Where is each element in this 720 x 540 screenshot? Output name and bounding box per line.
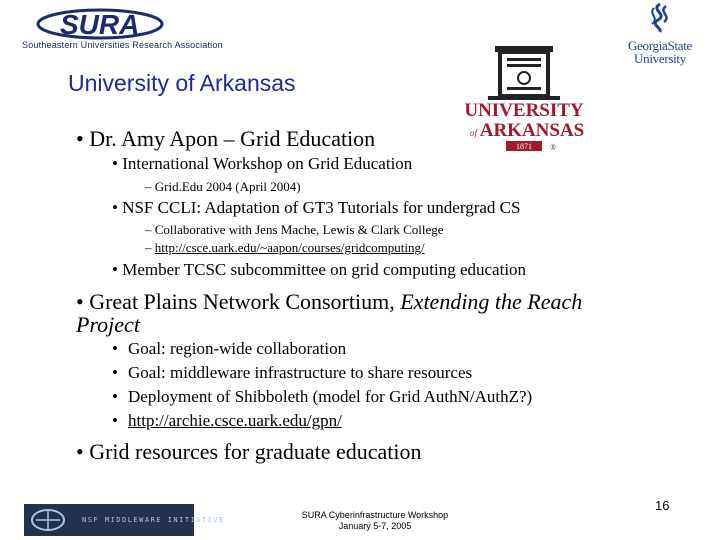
bullet-amy-apon: • Dr. Amy Apon – Grid Education: [76, 126, 376, 151]
slide-title: University of Arkansas: [68, 70, 296, 96]
gpn-link[interactable]: http://archie.csce.uark.edu/gpn/: [128, 411, 342, 430]
gpn-item: • Goal: middleware infrastructure to share resources: [112, 363, 473, 382]
ua-logo-reg: ®: [550, 143, 557, 152]
ua-logo-arkansas: ARKANSAS: [479, 120, 585, 141]
bullet-grid-resources: • Grid resources for graduate education: [76, 439, 422, 464]
gpn-item-text: Goal: region-wide collaboration: [128, 339, 347, 358]
nmi-text: NSF MIDDLEWARE INITIATIVE: [82, 516, 225, 524]
nmi-globe-icon: [26, 504, 76, 536]
gpn-item: • http://archie.csce.uark.edu/gpn/: [112, 411, 342, 430]
nmi-logo: [24, 504, 225, 536]
gsu-name-line2: University: [634, 51, 686, 66]
ua-logo-of: of: [470, 128, 478, 138]
gpn-item-text: Goal: middleware infrastructure to share resources: [128, 363, 473, 382]
page-number: 16: [655, 498, 670, 513]
subbullet-collaborative: – Collaborative with Jens Mache, Lewis & Clark College: [145, 222, 444, 237]
sura-tagline: Southeastern Universities Research Association: [22, 40, 223, 50]
great-plains-italic: Extending the Reach: [400, 289, 583, 314]
bullet-workshop: • International Workshop on Grid Education: [112, 154, 413, 173]
gpn-item: • Deployment of Shibboleth (model for Grid AuthN/AuthZ?): [112, 387, 533, 406]
ua-logo-year: 1871: [516, 142, 532, 151]
great-plains-project: Project: [76, 312, 140, 337]
bullet-tcsc: • Member TCSC subcommittee on grid computing education: [112, 260, 527, 279]
sura-logo-text: SURA: [60, 9, 140, 40]
subbullet-link-row: [145, 240, 425, 256]
footer-caption: [270, 510, 480, 532]
gpn-item: • Goal: region-wide collaboration: [112, 339, 347, 358]
great-plains-prefix: • Great Plains Network Consortium,: [76, 289, 401, 314]
gsu-name-line1: GeorgiaState: [627, 38, 693, 53]
gridcomputing-course-link[interactable]: http://csce.uark.edu/~aapon/courses/gridcomputing/: [154, 240, 425, 255]
bullet-great-plains: [76, 289, 582, 315]
footer-date: January 5-7, 2005: [338, 521, 412, 531]
gpn-item-text: Deployment of Shibboleth (model for Grid AuthN/AuthZ?): [128, 387, 533, 406]
ua-logo: [460, 44, 588, 156]
footer-workshop: SURA Cyberinfrastructure Workshop: [301, 510, 449, 520]
subbullet-dash: –: [145, 240, 155, 255]
ua-logo-university: UNIVERSITY: [464, 100, 584, 121]
gsu-logo: [618, 2, 702, 64]
gsu-flame-icon: [640, 2, 680, 34]
bullet-nsf-ccli: • NSF CCLI: Adaptation of GT3 Tutorials for undergrad CS: [112, 198, 521, 217]
subbullet-grid-edu: – Grid.Edu 2004 (April 2004): [145, 179, 301, 194]
old-main-building-icon: [488, 46, 560, 100]
